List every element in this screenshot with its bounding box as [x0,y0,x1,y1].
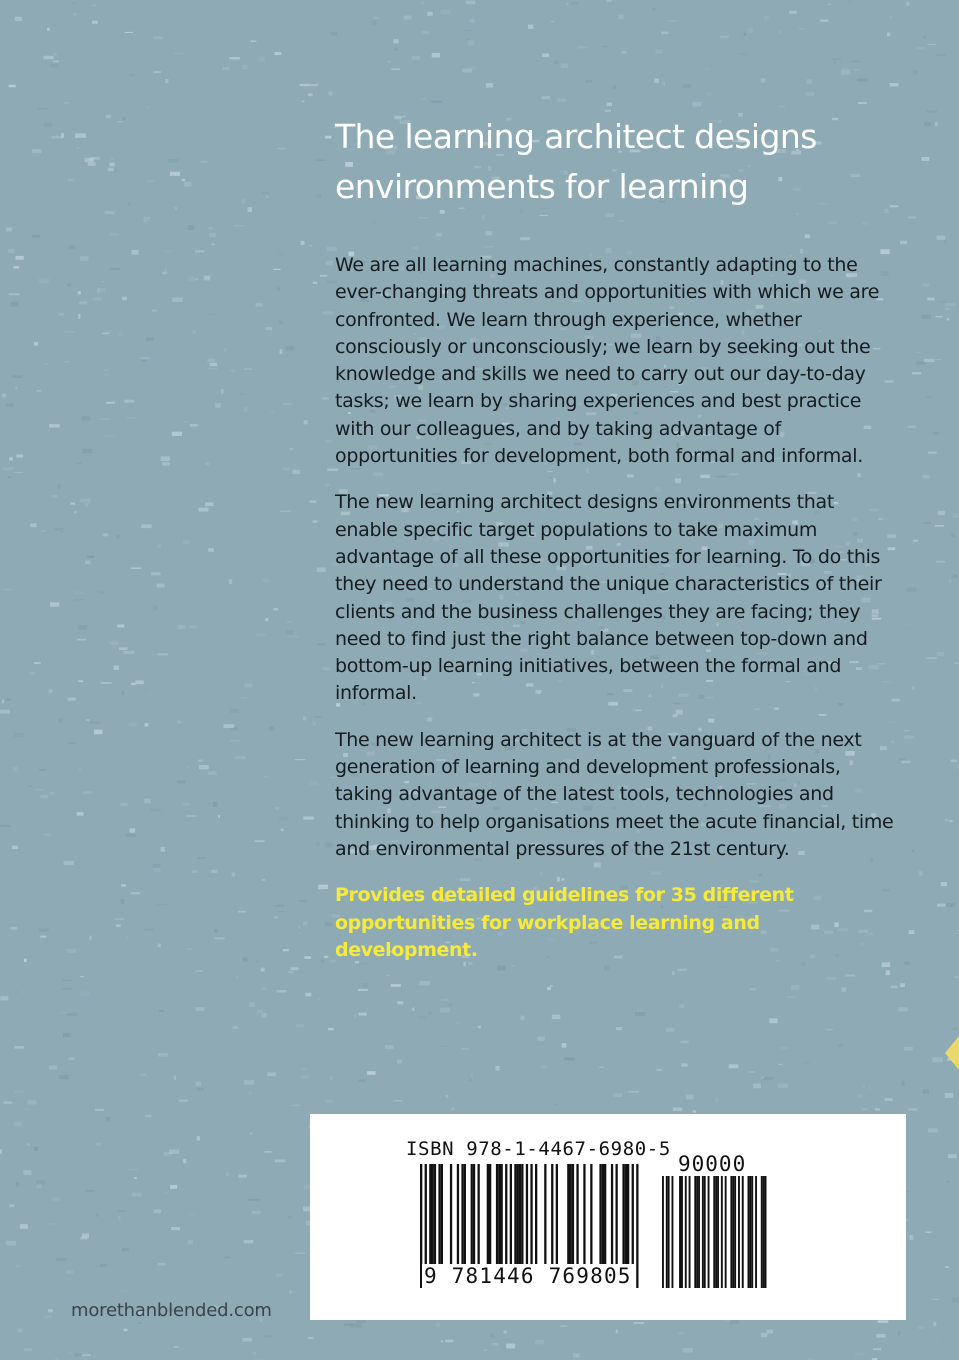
website-url: morethanblended.com [71,1300,272,1321]
barcode-bar [487,1164,489,1268]
barcode-bar [450,1164,452,1268]
barcode-bar [583,1164,585,1268]
barcode-panel [310,1114,906,1320]
barcode-bar [636,1164,638,1288]
isbn-label: ISBN 978-1-4467-6980-5 [406,1138,671,1160]
addon-bar [734,1176,736,1288]
addon-bar [679,1176,681,1288]
barcode-bar [519,1164,521,1268]
edge-triangle-mark [945,1036,959,1070]
barcode-bar [604,1164,606,1268]
barcode-bar [514,1164,516,1268]
addon-bar [730,1176,732,1288]
barcode-bar [510,1164,512,1268]
barcode-bar [625,1164,627,1268]
barcode-bar [572,1164,574,1268]
barcode-bar [498,1164,500,1268]
addon-bar [715,1176,717,1288]
addon-bar [748,1176,750,1288]
addon-bar [725,1176,727,1288]
addon-bar [666,1176,668,1288]
ean-digits: 9 781446 769805 [424,1264,632,1288]
addon-bar [738,1176,740,1288]
paragraph-2: The new learning architect designs environments that enable specific target populations to take maximum advantage of all these opportunities for learning. To do this they need to understand the unique characteristics of their clients and the business challenges they are facing; they need to find just the right balance between top-down and bottom-up learning initiatives, between the formal and informal. [335,491,882,705]
barcode-bar [602,1164,604,1268]
barcode-bar [622,1164,624,1268]
barcode-bar [505,1164,507,1268]
addon-bar [685,1176,687,1288]
price-code: 90000 [678,1152,747,1176]
barcode-bar [517,1164,519,1268]
barcode-bar [627,1164,629,1268]
barcode-bar [556,1164,558,1268]
addon-bar [668,1176,670,1288]
addon-bar [662,1176,664,1288]
barcode-bar [441,1164,443,1268]
addon-bar [717,1176,719,1288]
addon-bar [672,1176,674,1288]
heading-line-2: environments for learning [335,167,749,206]
addon-bar [698,1176,700,1288]
addon-bar [681,1176,683,1288]
paragraph-3: The new learning architect is at the vanguard of the next generation of learning and development professionals, taking advantage of the latest tools, technologies and thinking to help organisations meet the acute financial, time and environmental pressures of the 21st century. [335,728,894,860]
addon-bar [696,1176,698,1288]
barcode-bar [489,1164,491,1268]
addon-bar [761,1176,763,1288]
addon-bar [708,1176,710,1288]
barcode-bar [473,1164,475,1268]
addon-bar [755,1176,757,1288]
addon-bar [742,1176,744,1288]
addon-bar [749,1176,751,1288]
barcode-bar [429,1164,431,1268]
barcode-bar [570,1164,572,1268]
barcode-bar [471,1164,473,1268]
paragraph-1: We are all learning machines, constantly adapting to the ever-changing threats and opportunities with which we are confronted. We learn through experience, whether consciously or unconsciously; we learn by seeking out the knowledge and skills we need to carry out our day-to-day tasks; we learn by sharing experiences and best practice with our colleagues, and by taking advantage of opportunities for development, both formal and informal. [335,254,880,468]
back-cover-text [335,112,895,964]
barcode-bar [535,1164,537,1268]
addon-bar [751,1176,753,1288]
addon-bar [721,1176,723,1288]
addon-bar [704,1176,706,1288]
barcode-bar [432,1164,434,1268]
addon-bar [702,1176,704,1288]
barcode-bar [438,1164,440,1268]
barcode-bar [567,1164,569,1268]
barcode-bar [616,1164,618,1268]
barcode-bar [551,1164,553,1268]
addon-bar [694,1176,696,1288]
highlight-blurb: Provides detailed guidelines for 35 different opportunities for workplace learning and development. [335,884,794,961]
cover-heading [335,112,895,212]
addon-bar [732,1176,734,1288]
addon-bar [763,1176,765,1288]
heading-line-1: The learning architect designs [335,117,817,156]
barcode-bar [457,1164,459,1268]
barcode-bar [464,1164,466,1268]
barcode-bar [590,1164,592,1268]
barcode-bar [611,1164,613,1268]
barcode-bar [576,1164,578,1268]
barcode-bar [544,1164,546,1268]
addon-bar [713,1176,715,1288]
addon-bar [689,1176,691,1288]
barcode-bar [434,1164,436,1268]
barcode-bar [496,1164,498,1268]
addon-bar [765,1176,767,1288]
barcode-bar [501,1164,503,1268]
barcode-bar [521,1164,523,1268]
barcode-bar [599,1164,601,1268]
barcode-bar [478,1164,480,1268]
barcode-bar [461,1164,463,1268]
